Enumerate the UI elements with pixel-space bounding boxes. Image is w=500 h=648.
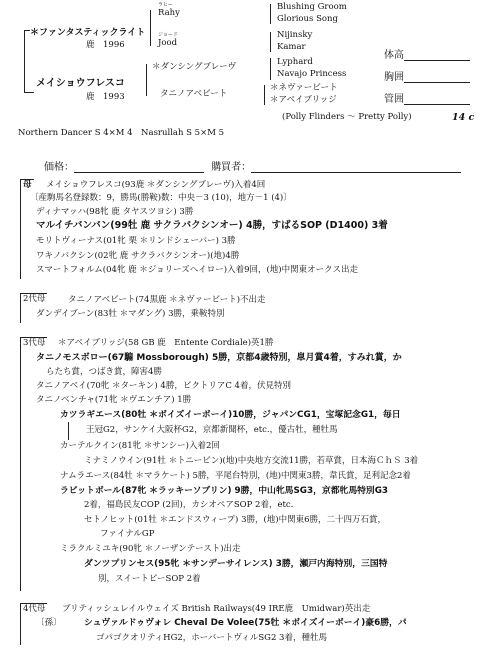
third-line-5: タニノベンチャ(71牝 ＊ヴエンチア) 1勝 bbox=[36, 395, 192, 405]
third-line-7: 王冠G2，サンケイ大阪杯G2，京都新聞杯，etc.，優古牡，種牡馬 bbox=[86, 425, 338, 435]
third-line-3: らたち賞，つばき賞，障害4勝 bbox=[46, 367, 162, 377]
sire-sire-ruby: ラヒー bbox=[158, 2, 173, 8]
dam-line-4: マルイチバンバン(99牡 鹿 サクラバクシンオー) 4勝，すばるSOP (D1400) 3着 bbox=[36, 220, 388, 231]
dam-line-1: メイショウフレスコ(93鹿 ＊ダンシングブレーヴ)入着4回 bbox=[46, 180, 266, 190]
measure-cannon-blank[interactable] bbox=[404, 93, 470, 105]
dam-line-3: ディナマッハ(98牝 鹿 タヤスツヨシ) 3勝 bbox=[36, 207, 194, 217]
third-sub-bar bbox=[68, 422, 69, 440]
pedigree-bracket-g2 bbox=[270, 32, 271, 52]
third-line-15: ミラクルミユキ(90牝 ＊ノーザンテースト)出走 bbox=[60, 544, 241, 554]
section-dam-bar bbox=[20, 179, 21, 279]
price-blank[interactable] bbox=[74, 161, 204, 173]
dsg-4: ＊アベイブリッジ bbox=[270, 95, 337, 105]
third-line-12: 2着，福島民友COP (2回)，カシオペアSOP 2着，etc. bbox=[84, 500, 294, 510]
third-line-16: ダンツプリンセス(95牝 ＊サンデーサイレンス) 3勝，瀬戸内海特別，三国特 bbox=[84, 559, 388, 569]
third-line-4: タニノアベイ(70牝 ＊ターキン) 4勝，ビクトリアC 4着，伏見特別 bbox=[36, 381, 291, 391]
pedigree-bracket-g4 bbox=[264, 85, 265, 105]
dsg-2: Navajo Princess bbox=[277, 69, 347, 79]
ssg-4: Kamar bbox=[277, 42, 306, 52]
ssg-2: Glorious Song bbox=[277, 14, 338, 24]
fourth-line-4: ゴパゴクオリティHG2，ホーバートヴィルSG2 3着，種牡馬 bbox=[96, 633, 327, 643]
measure-height-label: 体高 bbox=[384, 50, 404, 61]
family-number: 14 c bbox=[452, 112, 475, 123]
sire-meta: 鹿 1996 bbox=[86, 40, 125, 50]
third-line-1: ＊アベイブリッジ(58 GB 鹿 Entente Cordiale)英1勝 bbox=[58, 338, 274, 348]
measure-chest-label: 胸囲 bbox=[384, 72, 404, 83]
sire-sire-name: Rahy bbox=[158, 8, 180, 18]
pedigree-bracket-dam bbox=[146, 64, 147, 96]
section-second-tag: 2代母 bbox=[20, 293, 47, 305]
section-dam-tag: 母 bbox=[20, 179, 34, 191]
dam-line-6: ワキノバクシン(02牝 鹿 サクラバクシンオー)(地)4勝 bbox=[36, 251, 240, 261]
fourth-line-1: ブリティッシュレイルウェイズ British Railways(49 IRE鹿 Umidwar)英出走 bbox=[62, 604, 371, 614]
measure-height-blank[interactable] bbox=[404, 49, 470, 61]
dam-dam: タニノアベビート bbox=[160, 89, 228, 99]
dsg-3: ＊ネヴァービート bbox=[270, 83, 338, 93]
pedigree-bracket-sire bbox=[150, 10, 151, 46]
third-line-8: カーテルクイン(81牝 ＊サンシー)入着2回 bbox=[60, 441, 220, 451]
measure-height bbox=[384, 46, 470, 61]
sire-dam-name: Jood bbox=[158, 38, 178, 48]
dam-line-7: スマートフォルム(04牝 鹿 ＊ジョリーズヘイロー)入着9回，(地)中関東オークス出走 bbox=[36, 265, 359, 275]
ssg-3: Nijinsky bbox=[277, 30, 313, 40]
family-line: (Polly Flinders ～ Pretty Polly) bbox=[282, 112, 412, 122]
ssg-1: Blushing Groom bbox=[277, 2, 347, 12]
pedigree-bracket-top bbox=[24, 30, 30, 31]
third-line-9: ミナミノウイン(91牡 ＊トニービン)(地)中央地方交流11勝，若草賞，日本海ＣｈＳ 3着 bbox=[84, 456, 419, 466]
buyer-label: 購買者： bbox=[211, 162, 252, 173]
measure-chest-blank[interactable] bbox=[404, 71, 470, 83]
third-line-2: タニノモスボロー(67騸 Mossborough) 5勝，京都4歳特別，皐月賞4着，すみれ賞，か bbox=[36, 353, 402, 363]
section-second-bar bbox=[20, 293, 21, 323]
price-label: 価格： bbox=[44, 162, 74, 173]
third-line-6: カツラギエース(80牡 ＊ボイズイーボーイ)10勝，ジャパンCG1，宝塚記念G1，毎日 bbox=[60, 410, 401, 420]
sire-dam-ruby: ジョード bbox=[158, 32, 178, 38]
measure-chest bbox=[384, 68, 470, 83]
inbreeding-line: Northern Dancer S 4×M 4 Nasrullah S 5×M 5 bbox=[18, 128, 225, 138]
dam-meta: 鹿 1993 bbox=[86, 92, 125, 102]
dsg-1: Lyphard bbox=[277, 57, 313, 67]
third-line-11: ラビットボール(87牝 ＊ラッキーソブリン) 9勝，中山牝馬SG3，京都牝馬特別G3 bbox=[60, 486, 389, 496]
dam-sire: ＊ダンシングブレーヴ bbox=[152, 62, 237, 72]
dam-line-2: 〔産駒馬名登録数：9，勝馬(勝鞍)数：中央－3 (10)，地方－1 (4)〕 bbox=[30, 193, 292, 203]
fourth-line-2: 〔孫〕 bbox=[36, 618, 62, 628]
buyer-blank[interactable] bbox=[251, 161, 461, 173]
fourth-line-3: シュヴァルドゥヴォレ Cheval De Volee(75牡 ＊ボイズイーボーイ)豪6勝，パ bbox=[84, 618, 407, 628]
measure-cannon bbox=[384, 90, 470, 105]
third-line-14: ファイナルGP bbox=[100, 529, 155, 539]
pedigree-bracket-main bbox=[24, 30, 25, 92]
sire-name: ＊ファンタスティックライト bbox=[30, 28, 146, 38]
third-line-10: ナムラエース(84牡 ＊マラケート) 5勝，平尾台特別，(地)中関東3勝，韋氏賞，足利記念2着 bbox=[60, 471, 411, 481]
second-line-2: ダンデイブーン(83牡 ＊マダング) 3勝，乗鞍特別 bbox=[36, 309, 225, 319]
second-line-1: タニノアベビート(74黒鹿 ＊ネヴァービート)不出走 bbox=[68, 295, 266, 305]
section-third-bar bbox=[20, 337, 21, 591]
measure-cannon-label: 管囲 bbox=[384, 94, 404, 105]
pedigree-bracket-g3 bbox=[270, 58, 271, 80]
third-line-17: 別，スイートピーSOP 2着 bbox=[98, 574, 201, 584]
price-row bbox=[44, 158, 461, 173]
pedigree-bracket-g1 bbox=[270, 4, 271, 24]
pedigree-bracket-bottom bbox=[24, 92, 34, 93]
section-fourth-bar bbox=[20, 603, 21, 645]
dam-name: メイショウフレスコ bbox=[36, 78, 125, 89]
section-third-tag: 3代母 bbox=[20, 337, 47, 349]
section-fourth-tag: 4代母 bbox=[20, 603, 47, 615]
third-line-13: セトノヒット(01牡 ＊エンドスウィープ) 3勝，(地)中関東6勝，二十四万石賞， bbox=[84, 515, 387, 525]
dam-line-5: モリトヴィーナス(01牝 栗 ＊リンドシェーバー) 3勝 bbox=[36, 236, 236, 246]
